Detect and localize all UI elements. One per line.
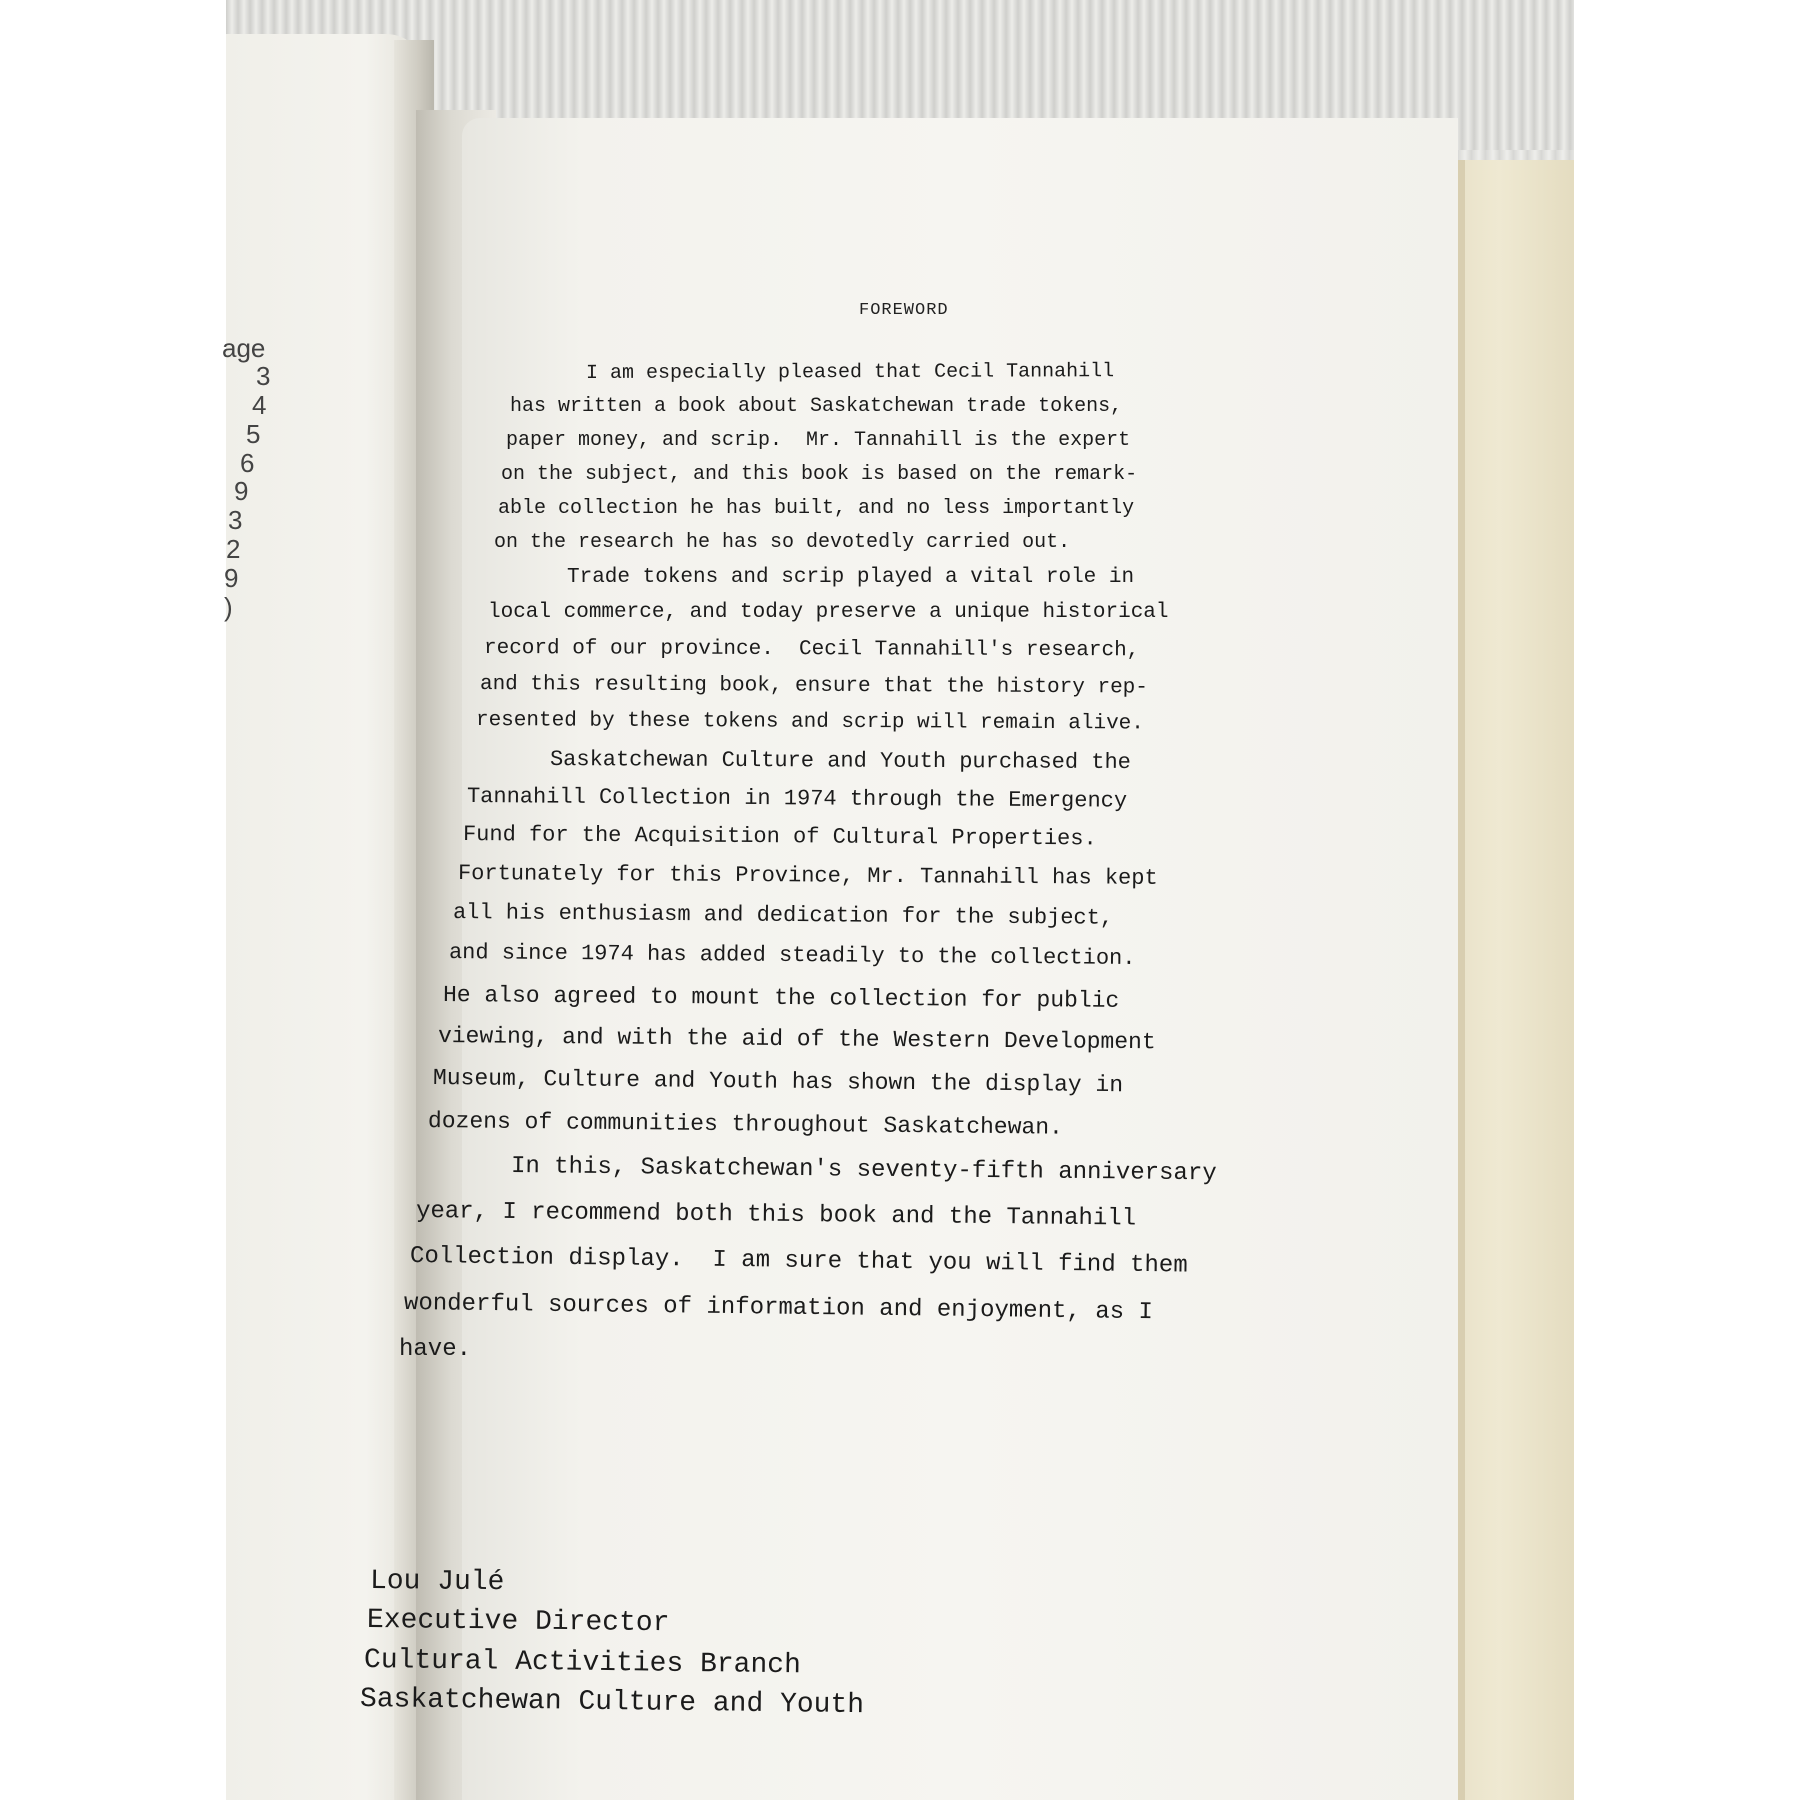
toc-page-number: 9 <box>224 563 239 593</box>
signature-name: Lou Julé <box>369 1566 505 1599</box>
foreword-line: has written a book about Saskatchewan trade tokens, <box>510 395 1123 418</box>
book-cover-edge <box>1450 160 1574 1800</box>
foreword-line: Fund for the Acquisition of Cultural Properties. <box>462 822 1097 852</box>
foreword-line: wonderful sources of information and enjoyment, as I <box>403 1290 1154 1327</box>
foreword-line: able collection he has built, and no less importantly <box>498 497 1135 520</box>
foreword-line: local commerce, and today preserve a unique historical <box>488 601 1169 624</box>
toc-page-number: ) <box>224 592 233 622</box>
signature-department: Saskatchewan Culture and Youth <box>359 1684 865 1722</box>
book-photo <box>226 0 1574 1800</box>
foreword-line: Tannahill Collection in 1974 through the Emergency <box>466 784 1128 814</box>
foreword-line: have. <box>399 1336 472 1363</box>
toc-page-number: 9 <box>234 476 249 506</box>
foreword-line: on the subject, and this book is based on the remark- <box>501 463 1138 486</box>
foreword-line: Collection display. I am sure that you will find them <box>409 1243 1188 1280</box>
toc-page-number: 6 <box>240 448 255 478</box>
foreword-line: Museum, Culture and Youth has shown the display in <box>432 1065 1124 1099</box>
toc-page-number: 2 <box>226 534 241 564</box>
signature-branch: Cultural Activities Branch <box>363 1645 802 1682</box>
foreword-line: Saskatchewan Culture and Youth purchased the <box>549 747 1131 776</box>
toc-page-number: 3 <box>256 361 271 391</box>
foreword-line: dozens of communities throughout Saskatchewan. <box>427 1108 1064 1141</box>
foreword-line: viewing, and with the aid of the Western Development <box>437 1023 1156 1056</box>
foreword-line: and this resulting book, ensure that the history rep- <box>479 673 1148 700</box>
foreword-title: FOREWORD <box>859 301 949 320</box>
foreword-line: and since 1974 has added steadily to the collection. <box>448 940 1136 971</box>
toc-page-number: 3 <box>228 505 243 535</box>
toc-page-number: 5 <box>246 419 261 449</box>
foreword-line: year, I recommend both this book and the Tannahill <box>415 1198 1137 1233</box>
signature-title: Executive Director <box>366 1605 670 1640</box>
foreword-line: I am especially pleased that Cecil Tannahill <box>585 360 1115 385</box>
toc-page-number: 4 <box>252 390 267 420</box>
foreword-line: paper money, and scrip. Mr. Tannahill is the expert <box>506 429 1131 452</box>
foreword-line: on the research he has so devotedly carried out. <box>494 531 1071 554</box>
foreword-line: In this, Saskatchewan's seventy-fifth anniversary <box>510 1153 1217 1188</box>
foreword-line: resented by these tokens and scrip will remain alive. <box>475 709 1144 736</box>
foreword-line: Fortunately for this Province, Mr. Tannahill has kept <box>457 861 1158 891</box>
foreword-line: record of our province. Cecil Tannahill's research, <box>483 637 1140 663</box>
foreword-line: all his enthusiasm and dedication for the subject, <box>452 900 1114 931</box>
foreword-line: Trade tokens and scrip played a vital role in <box>567 566 1135 589</box>
toc-page-header: age <box>222 333 266 363</box>
foreword-line: He also agreed to mount the collection for public <box>442 982 1120 1014</box>
